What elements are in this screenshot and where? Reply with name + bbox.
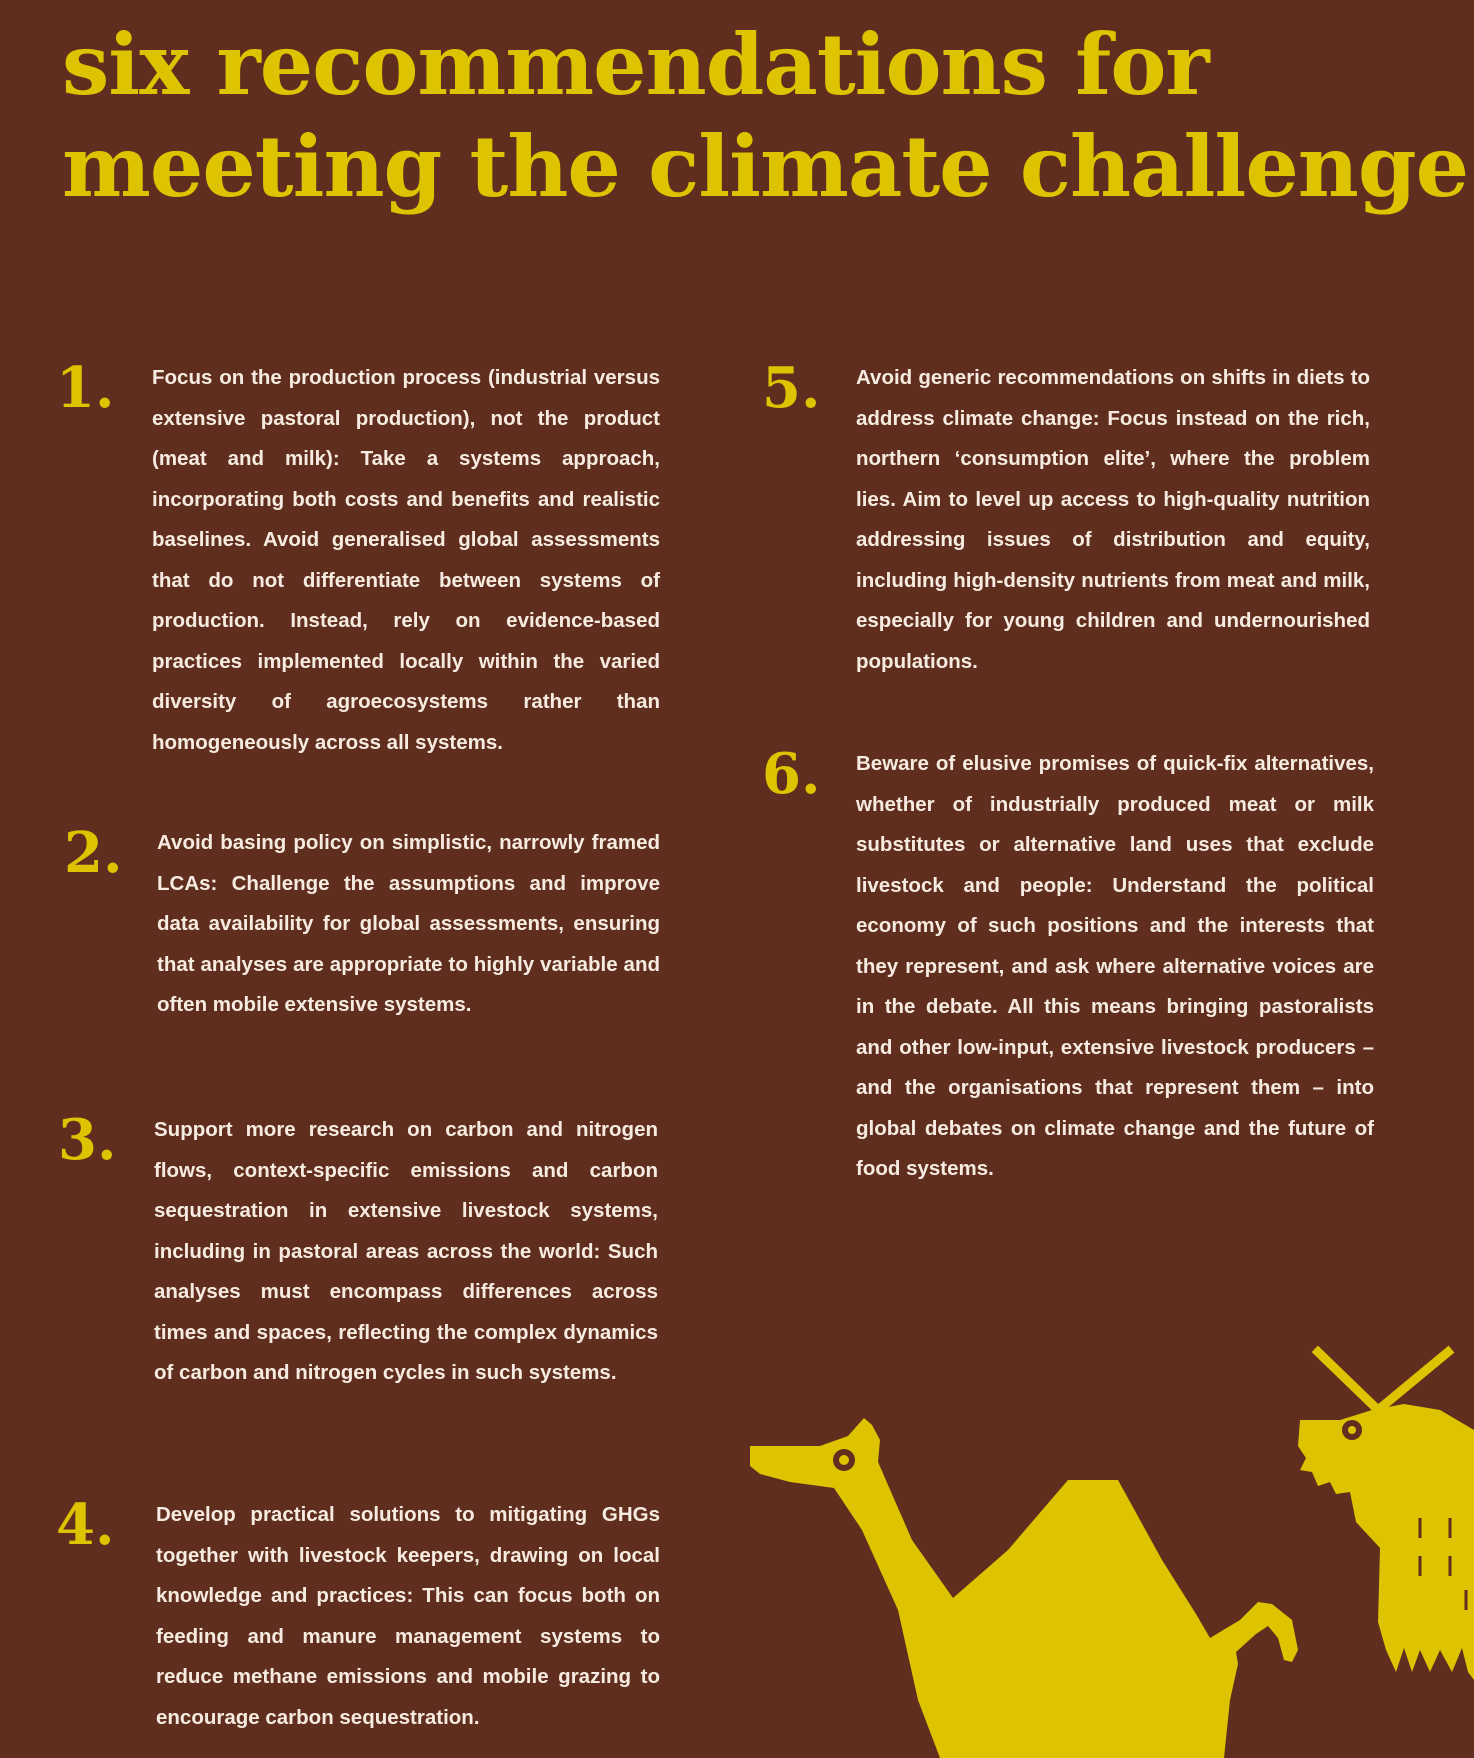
title-line-1: six recommendations for [62, 15, 1209, 114]
recommendation-text: Focus on the production process (industrial versus extensive pastoral production), not the product (meat and milk): Take a systems approach, incorporating both costs and benefits and realistic baselines. Avoid generalised global assessments that do not differentiate between systems of production. Instead, rely on evidence-based practices implemented locally within the varied diversity of agroecosystems rather than homogeneously across all systems. [152, 366, 660, 754]
recommendation-text: Beware of elusive promises of quick-fix alternatives, whether of industrially produced meat or milk substitutes or alternative land uses that exclude livestock and people: Understand the political economy of such positions and the interests that they represent, and ask where alternative voices are in the debate. All this means bringing pastoralists and other low-input, extensive livestock producers – and the organisations that represent them – into global debates on climate change and the future of food systems. [856, 752, 1374, 1180]
recommendation-text: Avoid generic recommendations on shifts in diets to address climate change: Focus instead on the rich, northern ‘consumption elite’, where the problem lies. Aim to level up access to high-quality nutrition addressing issues of distribution and equity, including high-density nutrients from meat and milk, especially for young children and undernourished populations. [856, 366, 1370, 673]
recommendation-number: 4. [56, 1492, 115, 1558]
recommendation-text: Avoid basing policy on simplistic, narrowly framed LCAs: Challenge the assumptions and improve data availability for global assessments, ensuring that analyses are appropriate to highly variable and often mobile extensive systems. [157, 831, 660, 1016]
recommendation-number: 2. [64, 820, 123, 886]
recommendation-number: 6. [762, 741, 821, 807]
title-line-2: meeting the climate challenge [62, 117, 1469, 216]
recommendation-text: Support more research on carbon and nitrogen flows, context-specific emissions and carbon sequestration in extensive livestock systems, including in pastoral areas across the world: Such analyses must encompass differences across times and spaces, reflecting the complex dynamics of carbon and nitrogen cycles in such systems. [154, 1118, 658, 1384]
recommendation-number: 5. [762, 355, 821, 421]
recommendation-number: 3. [58, 1107, 117, 1173]
goat-icon [1298, 1352, 1474, 1680]
recommendation-number: 1. [56, 355, 115, 421]
camel-icon [750, 1418, 1298, 1758]
recommendation-text: Develop practical solutions to mitigating GHGs together with livestock keepers, drawing on local knowledge and practices: This can focus both on feeding and manure management systems to reduce methane emissions and mobile grazing to encourage carbon sequestration. [156, 1503, 660, 1729]
